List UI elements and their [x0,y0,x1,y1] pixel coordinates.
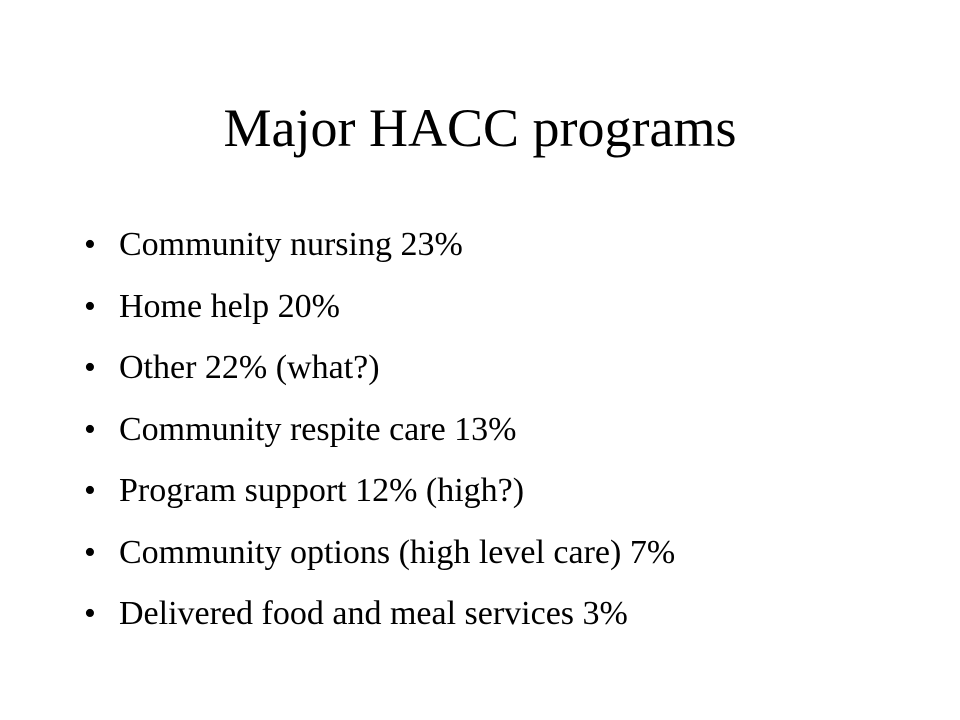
bullet-text: Community options (high level care) 7% [119,533,676,571]
bullet-list [84,217,924,648]
bullet-item [84,402,924,464]
bullet-text: Delivered food and meal services 3% [119,595,628,632]
bullet-item [84,279,924,341]
bullet-icon: • [84,349,96,386]
bullet-icon: • [84,533,96,571]
bullet-item [84,340,924,402]
bullet-icon: • [84,287,96,325]
bullet-text: Home help 20% [119,287,340,325]
bullet-text: Program support 12% (high?) [119,472,525,509]
bullet-item [84,217,924,279]
bullet-text: Community nursing 23% [119,226,463,263]
bullet-item [84,586,924,648]
bullet-item [84,525,924,587]
bullet-icon: • [84,226,96,263]
bullet-icon: • [84,472,96,509]
bullet-text: Community respite care 13% [119,410,517,448]
bullet-item [84,463,924,525]
bullet-icon: • [84,595,96,632]
bullet-icon: • [84,410,96,448]
bullet-text: Other 22% (what?) [119,349,380,386]
slide-title: Major HACC programs [223,98,737,158]
